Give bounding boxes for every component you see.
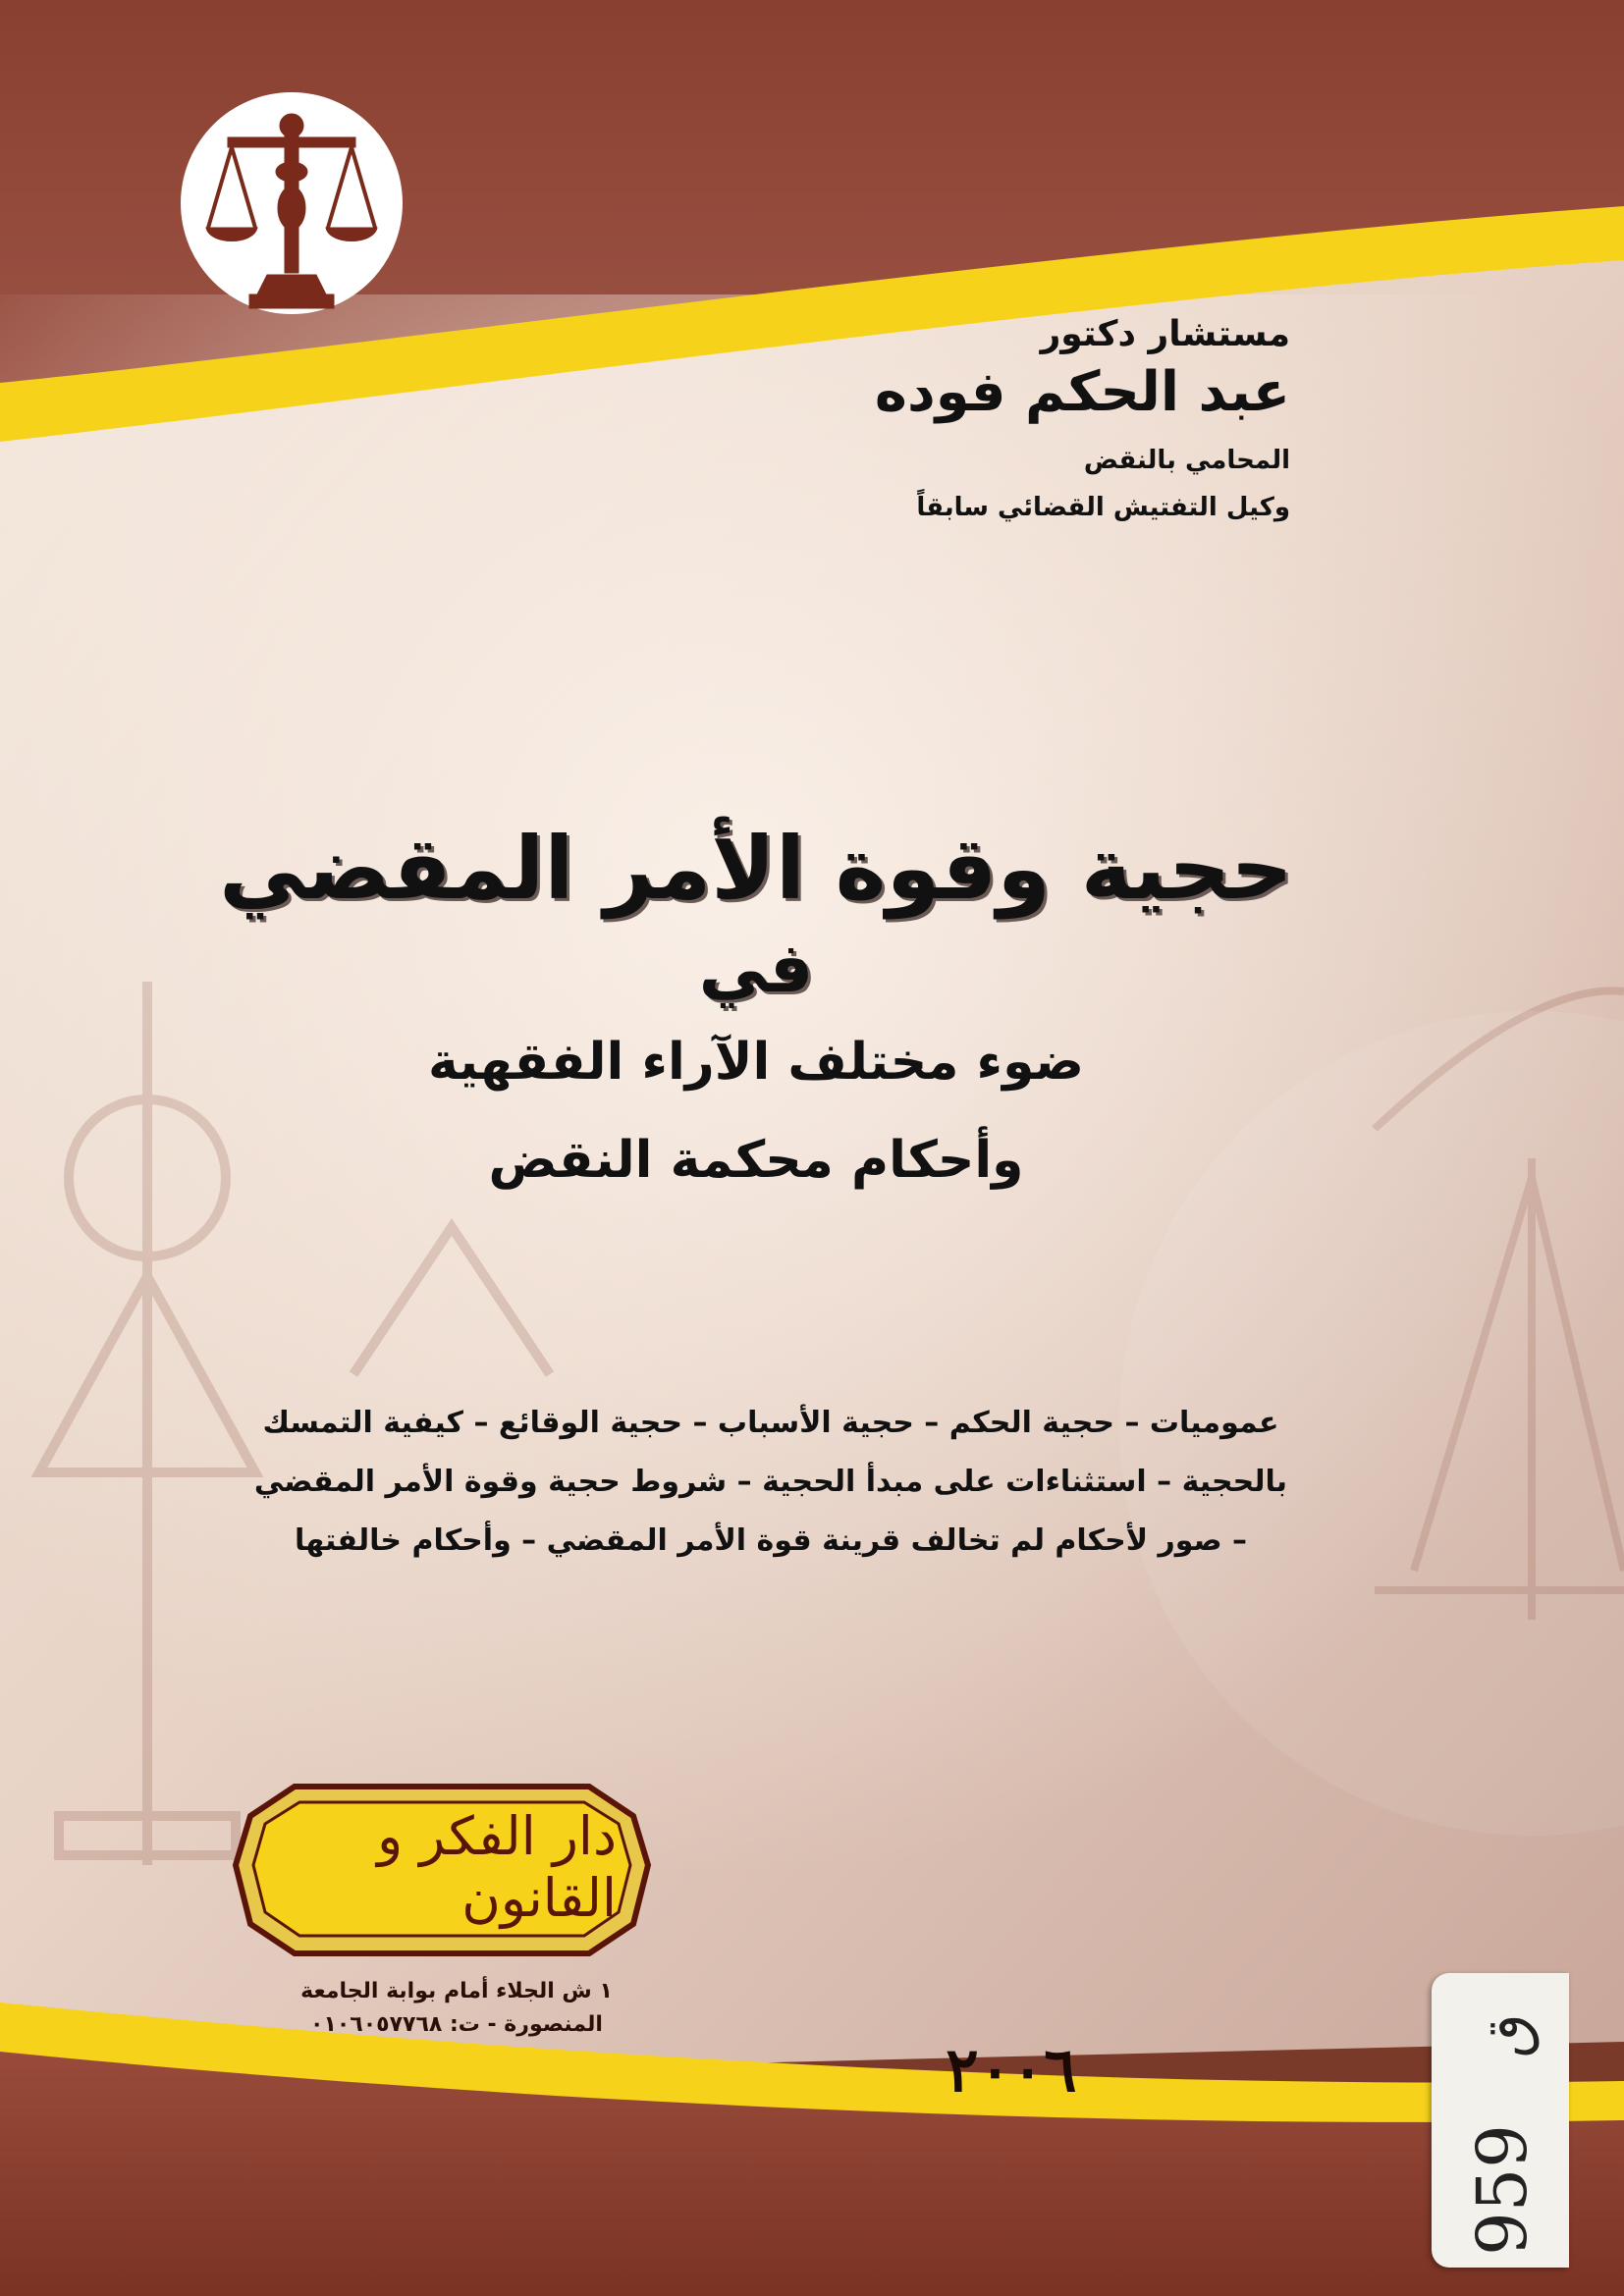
publisher-address — [245, 1975, 668, 2042]
library-label-number: 959 — [1462, 2124, 1543, 2256]
author-former-role: وكيل التفتيش القضائي سابقاً — [916, 493, 1290, 522]
topics-line: عموميات – حجية الحكم – حجية الأسباب – حجية الوقائع – كيفية التمسك — [262, 1406, 1279, 1440]
scales-of-justice-icon — [181, 92, 403, 314]
publisher-address-line-2: المنصورة - ت: ٠١٠٦٠٥٧٧٦٨ — [310, 2012, 603, 2037]
title-block — [196, 815, 1316, 1198]
subtitle-line-2: وأحكام محكمة النقض — [488, 1131, 1024, 1190]
publisher-address-line-1: ١ ش الجلاء أمام بوابة الجامعة — [300, 1979, 613, 2003]
publication-year: ٢٠٠٦ — [946, 2034, 1077, 2106]
title-connector: في — [698, 928, 814, 1008]
topics-line: – صور لأحكام لم تخالف قرينة قوة الأمر المقضي – وأحكام خالفتها — [294, 1523, 1248, 1558]
author-role: المحامي بالنقض — [1083, 446, 1290, 475]
author-block — [740, 312, 1290, 526]
publisher-name: دار الفكر و القانون — [377, 1805, 617, 1929]
author-rank: مستشار دكتور — [1040, 314, 1290, 354]
subtitle-line-1: ضوء مختلف الآراء الفقهية — [428, 1033, 1084, 1092]
author-name: عبد الحكم فوده — [874, 360, 1290, 424]
library-label-letter: ق — [1474, 2013, 1541, 2058]
book-title: حجية وقوة الأمر المقضي — [219, 818, 1293, 919]
topics-line: بالحجية – استثناءات على مبدأ الحجية – شروط حجية وقوة الأمر المقضي — [253, 1465, 1288, 1499]
topics-list — [226, 1394, 1316, 1571]
